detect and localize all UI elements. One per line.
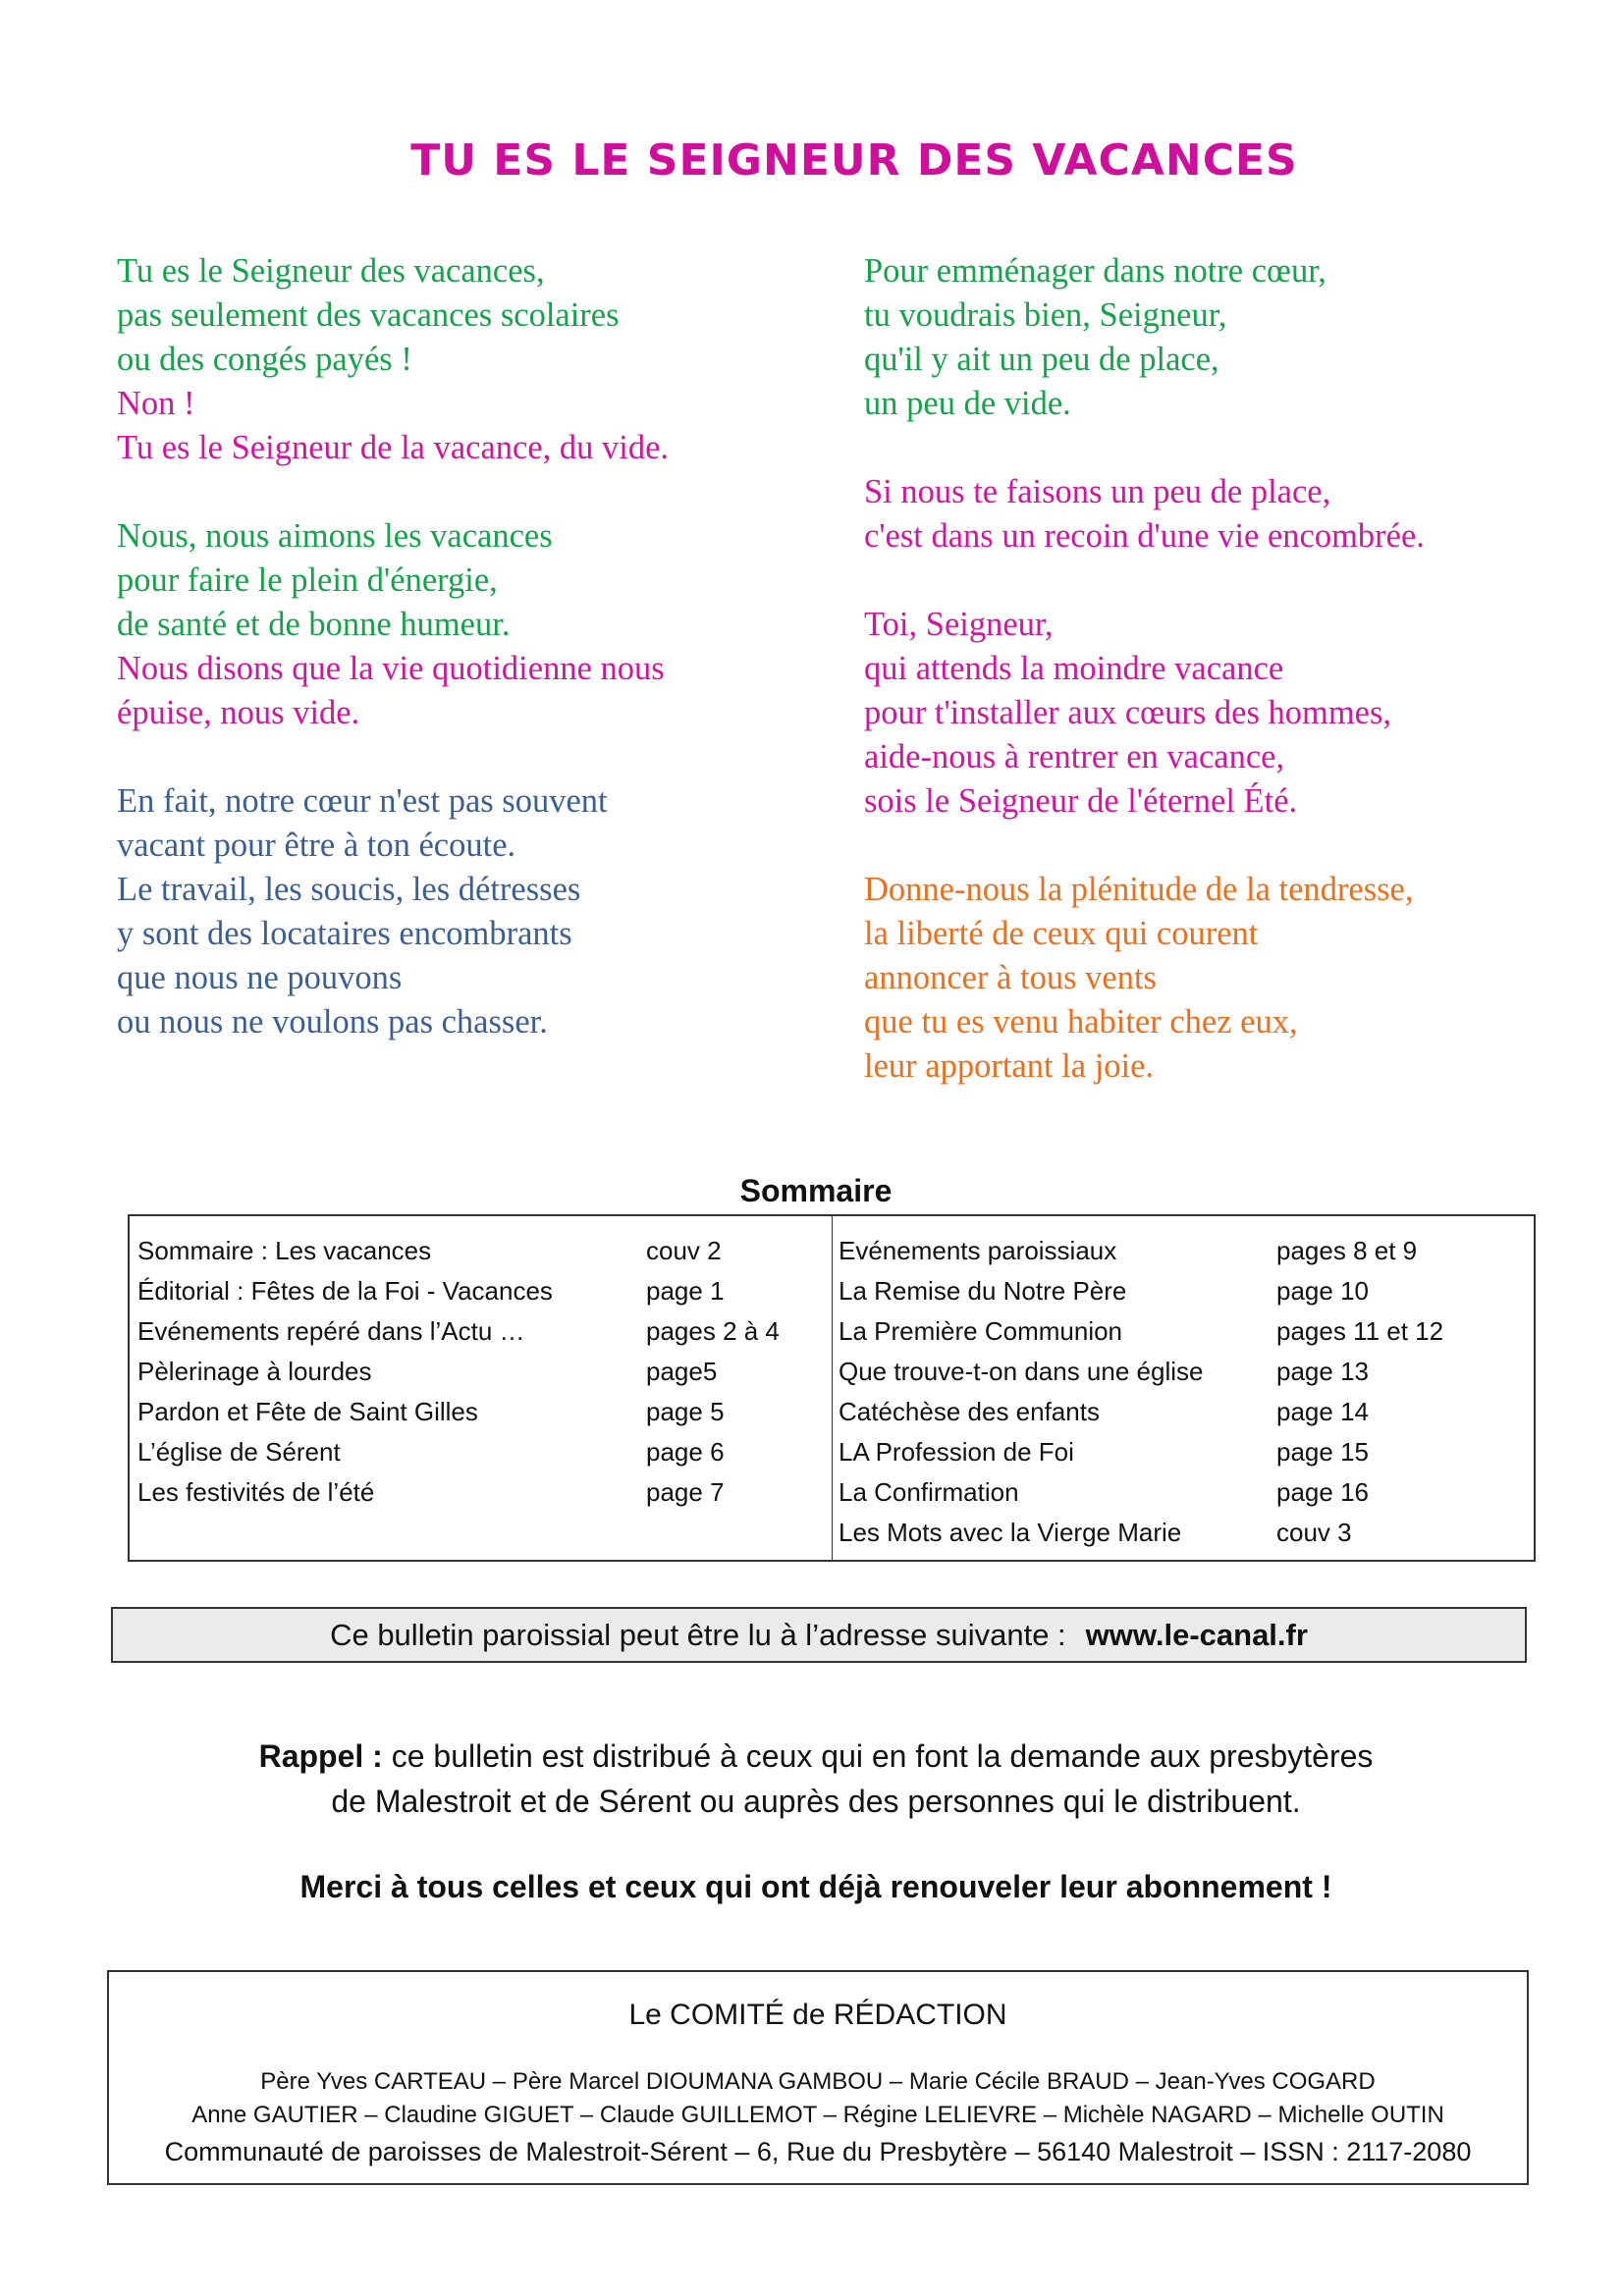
rappel-line-2: de Malestroit et de Sérent ou auprès des personnes qui le distribuent. [331, 1784, 1301, 1819]
sommaire-entry-page: couv 3 [1276, 1518, 1352, 1547]
poem-line: qu'il y ait un peu de place, [864, 341, 1219, 378]
poem-line: Non ! [117, 385, 195, 422]
comite-members [109, 2065, 1527, 2132]
sommaire-entry-page: page 5 [646, 1397, 725, 1426]
poem-line: Tu es le Seigneur des vacances, [117, 252, 545, 290]
sommaire-row [839, 1472, 1443, 1513]
sommaire-row [839, 1513, 1443, 1553]
website-link[interactable]: www.le-canal.fr [1085, 1618, 1308, 1652]
poem-line: Pour emménager dans notre cœur, [864, 252, 1326, 290]
website-banner [111, 1607, 1527, 1663]
poem-stanza [864, 249, 1610, 426]
comite-title: Le COMITÉ de RÉDACTION [628, 1999, 1007, 2031]
poem-line: ou des congés payés ! [117, 341, 412, 378]
sommaire-entry-page: pages 8 et 9 [1276, 1236, 1418, 1265]
poem-line: la liberté de ceux qui courent [864, 915, 1259, 952]
poem-line: Toi, Seigneur, [864, 606, 1054, 643]
sommaire-entry-label: Les Mots avec la Vierge Marie [839, 1518, 1182, 1547]
comite-box [107, 1970, 1529, 2185]
sommaire-entry-label: Evénements repéré dans l’Actu … [137, 1316, 525, 1346]
poem-line: que tu es venu habiter chez eux, [864, 1003, 1298, 1041]
rappel-label: Rappel : [258, 1738, 383, 1774]
sommaire-title: Sommaire [739, 1173, 893, 1208]
sommaire-row [137, 1271, 780, 1311]
sommaire-entry-page: page 13 [1276, 1357, 1369, 1386]
poem-column-left [117, 249, 863, 1089]
poem-line: de santé et de bonne humeur. [117, 606, 511, 643]
sommaire-entry-page: page5 [646, 1357, 718, 1386]
sommaire-entry-page: pages 11 et 12 [1276, 1316, 1444, 1346]
poem-stanza [117, 514, 863, 735]
sommaire-entry-label: LA Profession de Foi [839, 1437, 1074, 1467]
sommaire-column-left [137, 1231, 780, 1513]
poem-line: aide-nous à rentrer en vacance, [864, 738, 1285, 775]
poem-line: pour faire le plein d'énergie, [117, 561, 498, 599]
sommaire-entry-label: Pèlerinage à lourdes [137, 1357, 372, 1386]
sommaire-entry-label: Éditorial : Fêtes de la Foi - Vacances [137, 1276, 553, 1306]
sommaire-row [137, 1472, 780, 1513]
poem-line: qui attends la moindre vacance [864, 650, 1284, 687]
sommaire-row [137, 1352, 780, 1392]
sommaire-entry-label: Que trouve-t-on dans une église [839, 1357, 1204, 1386]
sommaire-entry-label: L’église de Sérent [137, 1437, 341, 1467]
poem-line: leur apportant la joie. [864, 1047, 1155, 1085]
page-title: TU ES LE SEIGNEUR DES VACANCES [410, 135, 1298, 186]
sommaire-row [839, 1392, 1443, 1432]
sommaire-entry-page: page 1 [646, 1276, 725, 1306]
poem-line: un peu de vide. [864, 385, 1071, 422]
poem-line: En fait, notre cœur n'est pas souvent [117, 782, 608, 820]
poem-stanza [864, 470, 1610, 559]
sommaire-entry-page: page 7 [646, 1477, 725, 1507]
poem-line: Donne-nous la plénitude de la tendresse, [864, 871, 1414, 908]
rappel-text-1: ce bulletin est distribué à ceux qui en font la demande aux presbytères [382, 1738, 1374, 1774]
poem-line: Si nous te faisons un peu de place, [864, 473, 1331, 510]
sommaire-entry-page: page 14 [1276, 1397, 1369, 1426]
sommaire-entry-label: Sommaire : Les vacances [137, 1236, 432, 1265]
sommaire-divider [832, 1216, 833, 1560]
poem-line: pour t'installer aux cœurs des hommes, [864, 694, 1392, 731]
sommaire-row [137, 1311, 780, 1352]
rappel-line-1 [0, 1734, 1624, 1779]
poem-line: annoncer à tous vents [864, 959, 1157, 996]
poem-stanza [117, 249, 863, 470]
rappel-notice [0, 1734, 1624, 1824]
sommaire-entry-label: Pardon et Fête de Saint Gilles [137, 1397, 478, 1426]
comite-members-line-1: Père Yves CARTEAU – Père Marcel DIOUMANA GAMBOU – Marie Cécile BRAUD – Jean-Yves COGARD [260, 2068, 1376, 2095]
poem-line: pas seulement des vacances scolaires [117, 296, 620, 334]
sommaire-row [839, 1311, 1443, 1352]
poem-stanza [864, 868, 1610, 1089]
poem-line: Nous disons que la vie quotidienne nous [117, 650, 665, 687]
poem-line: Nous, nous aimons les vacances [117, 517, 553, 555]
poem-line: Tu es le Seigneur de la vacance, du vide. [117, 429, 670, 466]
sommaire-row [137, 1432, 780, 1472]
sommaire-row [839, 1432, 1443, 1472]
sommaire-row [137, 1231, 780, 1271]
poem-line: c'est dans un recoin d'une vie encombrée. [864, 517, 1425, 555]
sommaire-entry-label: La Remise du Notre Père [839, 1276, 1127, 1306]
sommaire-entry-page: pages 2 à 4 [646, 1316, 780, 1346]
poem-line: vacant pour être à ton écoute. [117, 827, 516, 864]
comite-address: Communauté de paroisses de Malestroit-Sérent – 6, Rue du Presbytère – 56140 Malestroit – ISSN : 2117-2080 [164, 2137, 1472, 2166]
sommaire-column-right [839, 1231, 1443, 1553]
sommaire-entry-page: page 10 [1276, 1276, 1369, 1306]
comite-members-line-2: Anne GAUTIER – Claudine GIGUET – Claude GUILLEMOT – Régine LELIEVRE – Michèle NAGARD – Michelle OUTIN [191, 2102, 1444, 2128]
sommaire-entry-page: page 15 [1276, 1437, 1369, 1467]
sommaire-row [839, 1231, 1443, 1271]
sommaire-row [839, 1352, 1443, 1392]
poem-stanza [864, 603, 1610, 824]
sommaire-entry-page: page 6 [646, 1437, 725, 1467]
sommaire-entry-page: couv 2 [646, 1236, 722, 1265]
poem-line: tu voudrais bien, Seigneur, [864, 296, 1227, 334]
sommaire-table [128, 1214, 1536, 1562]
poem-line: y sont des locataires encombrants [117, 915, 572, 952]
poem-line: sois le Seigneur de l'éternel Été. [864, 782, 1298, 820]
sommaire-row [839, 1271, 1443, 1311]
poem-line: ou nous ne voulons pas chasser. [117, 1003, 548, 1041]
sommaire-entry-label: Evénements paroissiaux [839, 1236, 1117, 1265]
sommaire-entry-page: page 16 [1276, 1477, 1369, 1507]
sommaire-entry-label: La Confirmation [839, 1477, 1019, 1507]
website-text: Ce bulletin paroissial peut être lu à l’adresse suivante : [330, 1618, 1066, 1652]
sommaire-entry-label: La Première Communion [839, 1316, 1123, 1346]
poem-stanza [117, 779, 863, 1044]
sommaire-entry-label: Les festivités de l’été [137, 1477, 375, 1507]
poem-line: que nous ne pouvons [117, 959, 403, 996]
sommaire-entry-label: Catéchèse des enfants [839, 1397, 1100, 1426]
poem-line: épuise, nous vide. [117, 694, 360, 731]
sommaire-row [137, 1392, 780, 1432]
poem-line: Le travail, les soucis, les détresses [117, 871, 581, 908]
merci-message: Merci à tous celles et ceux qui ont déjà renouveler leur abonnement ! [299, 1869, 1332, 1904]
poem-column-right [864, 249, 1610, 1133]
